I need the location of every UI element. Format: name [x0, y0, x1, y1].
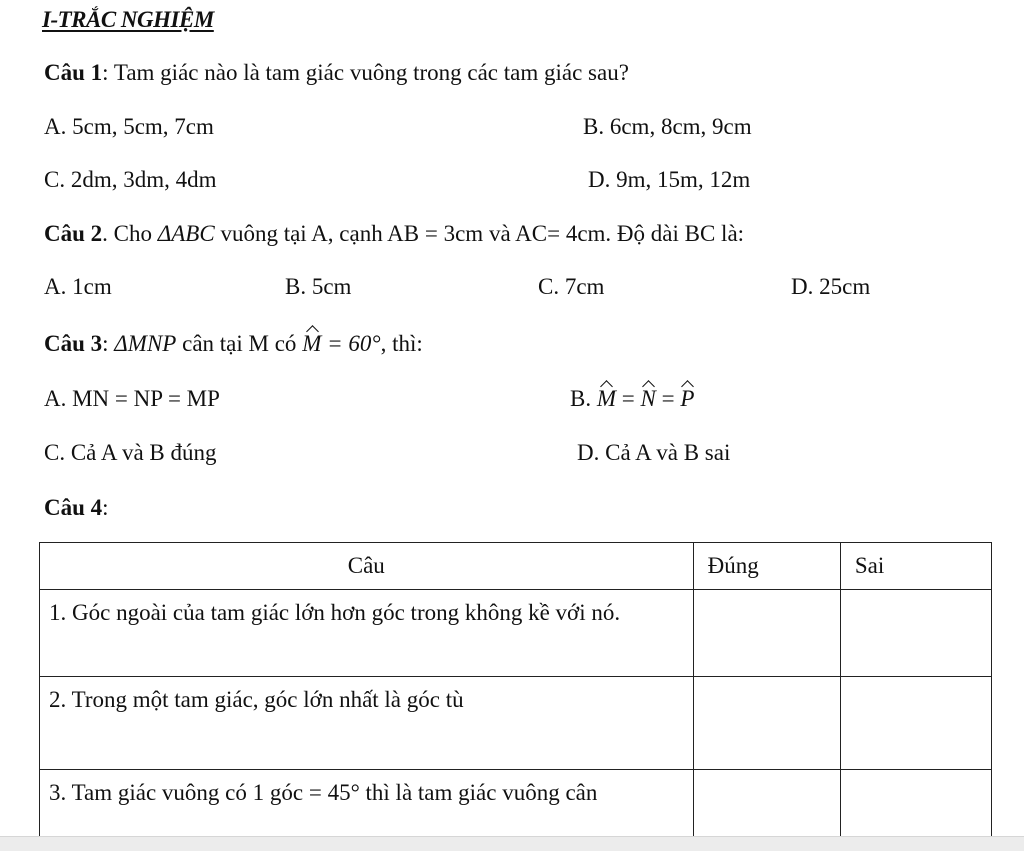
question-2-label: Câu 2: [44, 221, 103, 246]
equals-sign: =: [655, 386, 681, 411]
question-1: [44, 59, 629, 87]
question-1-option-c: C. 2dm, 3dm, 4dm: [44, 167, 217, 192]
header-cau: Câu: [40, 543, 694, 590]
header-sai: Sai: [840, 543, 991, 590]
question-2-post: vuông tại A, cạnh AB = 3cm và AC= 4cm. Độ dài BC là:: [214, 221, 745, 246]
bottom-scroll-bar[interactable]: [0, 836, 1024, 851]
table-row: [40, 770, 992, 843]
sai-answer-cell[interactable]: [840, 590, 991, 677]
statement-cell: 3. Tam giác vuông có 1 góc = 45° thì là tam giác vuông cân: [40, 770, 694, 843]
question-3-colon: :: [102, 331, 115, 356]
question-3-option-a: A. MN = NP = MP: [44, 386, 220, 411]
true-false-table: [39, 542, 992, 842]
equals-sign: =: [616, 386, 641, 411]
question-3-option-c: C. Cả A và B đúng: [44, 440, 217, 465]
dung-answer-cell[interactable]: [693, 677, 840, 770]
question-1-option-d: D. 9m, 15m, 12m: [588, 167, 751, 192]
question-3-triangle: ΔMNP: [114, 331, 177, 356]
statement-cell: 1. Góc ngoài của tam giác lớn hơn góc trong không kề với nó.: [40, 590, 694, 677]
question-4-colon: :: [102, 495, 109, 520]
question-1-text: : Tam giác nào là tam giác vuông trong các tam giác sau?: [102, 60, 629, 85]
question-3-option-b: [570, 385, 694, 413]
table-row: [40, 590, 992, 677]
statement-cell: 2. Trong một tam giác, góc lớn nhất là góc tù: [40, 677, 694, 770]
question-2-pre: . Cho: [102, 221, 158, 246]
option-b-prefix: B.: [570, 386, 597, 411]
angle-m-symbol: M: [302, 331, 322, 356]
question-1-option-b: B. 6cm, 8cm, 9cm: [583, 114, 752, 139]
question-4-label: Câu 4: [44, 495, 103, 520]
sai-answer-cell[interactable]: [840, 770, 991, 843]
dung-answer-cell[interactable]: [693, 770, 840, 843]
question-3: [44, 330, 423, 358]
question-2-option-b: B. 5cm: [285, 274, 352, 299]
angle-n-symbol: N: [640, 386, 656, 411]
question-3-angle-value: = 60°: [321, 331, 381, 356]
question-2-triangle: ΔABC: [157, 221, 215, 246]
table-row: [40, 677, 992, 770]
question-2-option-a: A. 1cm: [44, 274, 112, 299]
question-1-option-a: A. 5cm, 5cm, 7cm: [44, 114, 214, 139]
question-3-mid: cân tại M có: [176, 331, 303, 356]
question-3-option-d: D. Cả A và B sai: [577, 440, 731, 465]
angle-m-symbol: M: [596, 386, 617, 411]
question-2-option-c: C. 7cm: [538, 274, 605, 299]
question-1-label: Câu 1: [44, 60, 103, 85]
question-3-label: Câu 3: [44, 331, 103, 356]
angle-p-symbol: P: [680, 386, 695, 411]
section-heading: I-TRẮC NGHIỆM: [42, 7, 214, 32]
question-2-option-d: D. 25cm: [791, 274, 871, 299]
question-3-post: , thì:: [380, 331, 423, 356]
header-dung: Đúng: [693, 543, 840, 590]
question-2: [44, 220, 744, 248]
dung-answer-cell[interactable]: [693, 590, 840, 677]
table-header-row: [40, 543, 992, 590]
question-4: [44, 494, 109, 522]
sai-answer-cell[interactable]: [840, 677, 991, 770]
